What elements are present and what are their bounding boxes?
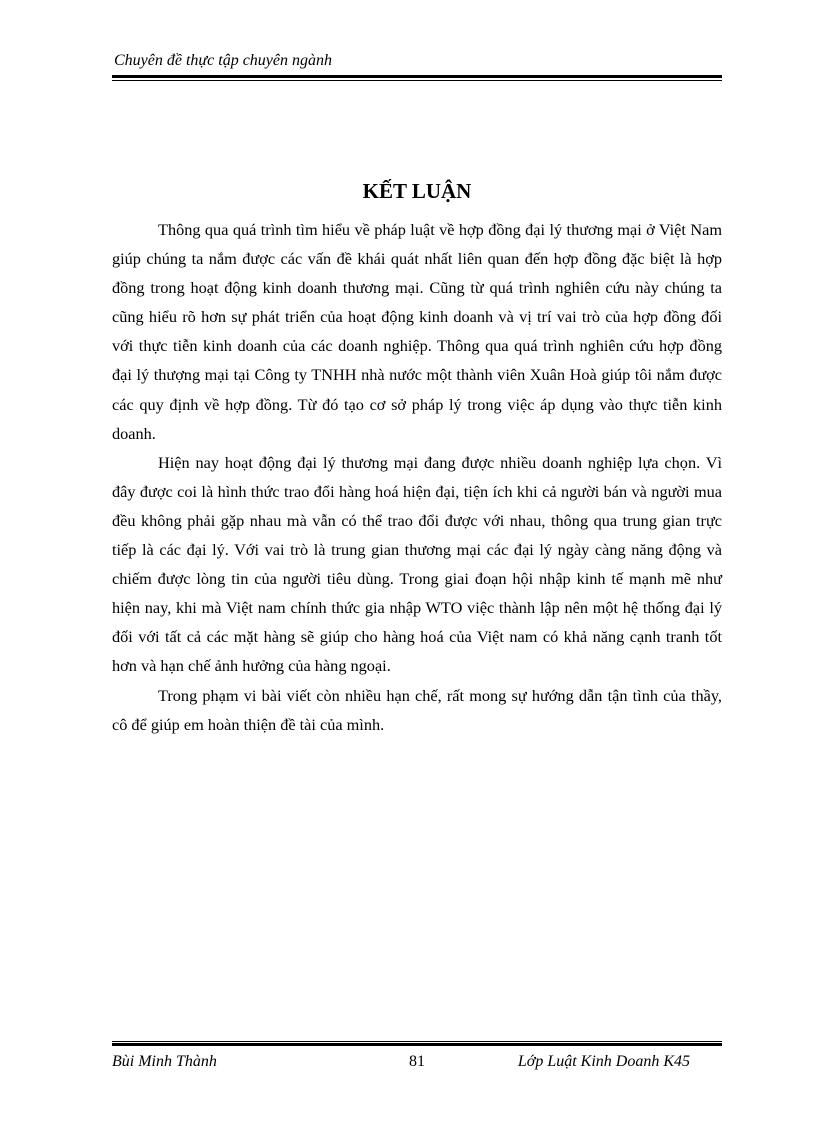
paragraph: Hiện nay hoạt động đại lý thương mại đang được nhiều doanh nghiệp lựa chọn. Vì đây được coi là hình thức trao đổi hàng hoá hiện đại, tiện ích khi cả người bán và người mua đều không phải gặp nhau mà vẫn có thể trao đổi được với nhau, thông qua trung gian trực tiếp là các đại lý. Với vai trò là trung gian thương mại các đại lý ngày càng năng động và chiếm được lòng tin của người tiêu dùng. Trong giai đoạn hội nhập kinh tế mạnh mẽ như hiện nay, khi mà Việt nam chính thức gia nhập WTO việc thành lập nên một hệ thống đại lý đối với tất cả các mặt hàng sẽ giúp cho hàng hoá của Việt nam có khả năng cạnh tranh tốt hơn và hạn chế ảnh hưởng của hàng ngoại. bbox=[112, 452, 722, 676]
header-title: Chuyên đề thực tập chuyên ngành bbox=[114, 52, 332, 69]
footer-author: Bùi Minh Thành bbox=[112, 1053, 217, 1070]
footer-divider bbox=[112, 1041, 722, 1046]
footer-class-name: Lớp Luật Kinh Doanh K45 bbox=[517, 1053, 690, 1070]
body-text bbox=[112, 215, 722, 739]
section-title: KẾT LUẬN bbox=[362, 179, 472, 203]
footer-row bbox=[112, 1052, 722, 1074]
page-footer bbox=[112, 1041, 722, 1074]
page-number: 81 bbox=[409, 1053, 425, 1070]
paragraph: Trong phạm vi bài viết còn nhiều hạn chế, rất mong sự hướng dẫn tận tình của thầy, cô để giúp em hoàn thiện đề tài của mình. bbox=[112, 685, 722, 734]
header-divider bbox=[112, 75, 722, 81]
page-header bbox=[112, 51, 722, 81]
paragraph: Thông qua quá trình tìm hiểu về pháp luật về hợp đồng đại lý thương mại ở Việt Nam giúp chúng ta nắm được các vấn đề khái quát nhất liên quan đến hợp đồng đặc biệt là hợp đồng trong hoạt động kinh doanh thương mại. Cũng từ quá trình nghiên cứu này chúng ta cũng hiểu rõ hơn sự phát triển của hoạt động kinh doanh và vị trí vai trò của hợp đồng đối với thực tiễn kinh doanh của các doanh nghiệp. Thông qua quá trình nghiên cứu hợp đồng đại lý thượng mại tại Công ty TNHH nhà nước một thành viên Xuân Hoà giúp tôi nắm được các quy định về hợp đồng. Từ đó tạo cơ sở pháp lý trong việc áp dụng vào thực tiễn kinh doanh. bbox=[112, 220, 722, 443]
